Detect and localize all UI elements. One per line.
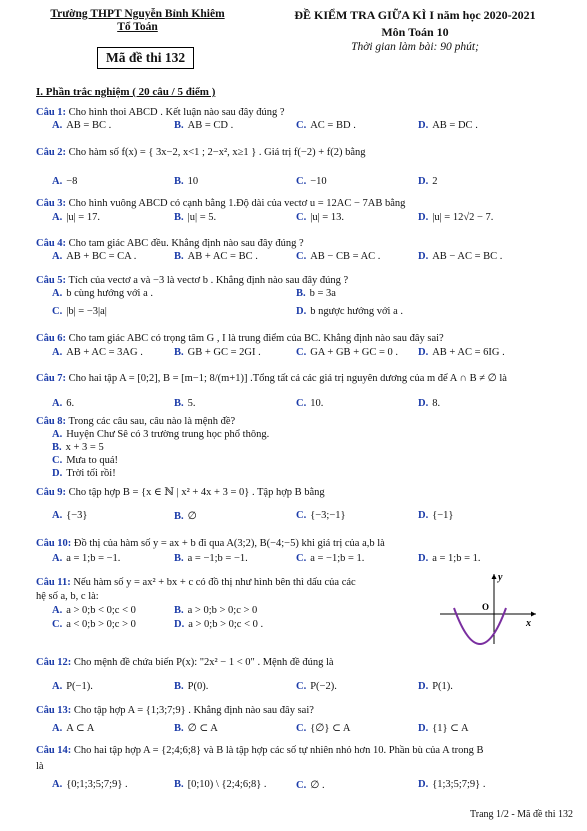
answer-option [296,288,336,299]
question-text: Nếu hàm số y = ax² + bx + c có đồ thị như hình bên thì dấu của các [73,577,356,588]
option-text: b cùng hướng với a . [66,288,154,299]
question-2 [36,146,571,159]
option-text: a > 0;b < 0;c < 0 [66,605,136,616]
answer-option [296,306,403,317]
origin-label: O [482,602,490,612]
question-number: Câu 7: [36,373,67,384]
answer-option [174,779,267,790]
question-number: Câu 1: [36,107,67,118]
option-letter: A. [52,779,63,790]
question-9 [36,486,571,499]
option-text: a < 0;b > 0;c > 0 [66,619,136,630]
option-text: b = 3a [309,288,336,299]
option-letter: A. [52,120,63,131]
question-5 [36,274,571,287]
option-letter: D. [174,619,185,630]
school-name: Trường THPT Nguyễn Bỉnh Khiêm [50,8,225,20]
option-letter: A. [52,398,63,409]
option-text: a = 1;b = −1. [66,553,121,564]
exam-duration: Thời gian làm bài: 90 phút; [351,41,479,53]
option-text: 8. [432,398,441,409]
question-8 [36,415,571,428]
option-letter: A. [52,347,63,358]
answer-option [418,722,469,734]
question-text: Cho tập hợp B = {x ∈ ℕ | x² + 4x + 3 = 0} . Tập hợp B bằng [68,487,325,498]
answer-option [296,779,325,791]
answer-option [296,251,380,262]
exam-subject: Môn Toán 10 [381,25,449,39]
option-letter: C. [296,347,307,358]
option-letter: A. [52,681,63,692]
option-letter: B. [174,347,184,358]
question-number: Câu 11: [36,577,71,588]
option-text: AB − AC = BC . [432,251,503,262]
option-letter: B. [296,288,306,299]
answer-option [418,176,437,187]
option-text: Huyện Chư Sê có 3 trường trung học phổ thông. [66,429,270,440]
option-text: a > 0;b > 0;c > 0 [187,605,258,616]
option-text: ∅ ⊂ A [187,723,218,734]
answer-option [418,212,493,223]
option-text: ∅ [187,511,197,522]
option-text: −8 [66,176,78,187]
answer-option [52,212,100,223]
x-axis-arrow [531,612,536,617]
option-letter: C. [52,306,63,317]
answer-option [174,347,261,358]
option-letter: C. [296,780,307,791]
option-text: ∅ . [310,780,325,791]
question-7 [36,372,571,385]
option-letter: D. [418,553,429,564]
option-letter: B. [174,511,184,522]
question-text: Cho hình thoi ABCD . Kết luận nào sau đây đúng ? [68,107,285,118]
option-letter: C. [296,251,307,262]
answer-option [296,722,351,734]
option-text: {−1} [432,510,454,521]
question-text: Cho mệnh đề chứa biến P(x): "2x² − 1 < 0" . Mệnh đề đúng là [73,657,334,668]
option-letter: D. [418,120,429,131]
answer-option [52,681,93,692]
option-text: {1} ⊂ A [432,723,469,734]
option-letter: C. [296,212,307,223]
option-text: P(−2). [310,681,337,692]
option-letter: C. [296,120,307,131]
option-letter: D. [418,723,429,734]
option-text: −10 [310,176,327,187]
answer-option [52,176,77,187]
option-letter: B. [174,605,184,616]
question-number: Câu 2: [36,147,67,158]
question-text: Cho tam giác ABC đều. Khẳng định nào sau đây đúng ? [68,238,304,249]
question-14 [36,744,571,757]
parabola-curve [454,608,506,644]
option-text: Trời tối rồi! [66,468,116,479]
answer-option [52,779,128,790]
option-letter: D. [418,779,429,790]
answer-option [418,398,440,409]
option-letter: A. [52,251,63,262]
option-letter: C. [52,619,63,630]
answer-option [52,722,94,734]
option-letter: A. [52,553,63,564]
answer-option [418,779,485,790]
option-text: |u| = 5. [187,212,217,223]
answer-option [52,619,136,630]
option-text: x + 3 = 5 [65,442,104,453]
answer-option [418,347,505,358]
question-text: Cho tập hợp A = {1;3;7;9} . Khẳng định nào sau đây sai? [73,705,314,716]
option-text: 2 [432,176,438,187]
option-text: AB − CB = AC . [310,251,381,262]
option-text: |u| = 17. [66,212,100,223]
option-text: AB + BC = CA . [66,251,137,262]
answer-option [174,510,197,522]
option-letter: C. [296,681,307,692]
section-title: I. Phần trắc nghiệm ( 20 câu / 5 điểm ) [36,86,216,98]
answer-option [52,347,143,358]
option-text: a > 0;b > 0;c < 0 . [188,619,264,630]
question-10 [36,537,571,550]
option-letter: A. [52,605,63,616]
option-text: P(1). [432,681,453,692]
x-axis-label: x [526,618,531,629]
exam-header [255,8,575,53]
question-text-continued: hệ số a, b, c là: [36,591,99,602]
answer-option [174,398,196,409]
y-axis-arrow [492,574,497,579]
option-text: |b| = −3|a| [66,306,107,317]
option-letter: B. [174,681,184,692]
option-letter: C. [296,176,307,187]
option-letter: B. [174,398,184,409]
option-text: a = 1;b = 1. [432,553,481,564]
question-text: Tích của vectơ a và −3 là vectơ b . Khẳng định nào sau đây đúng ? [68,275,349,286]
page-footer: Trang 1/2 - Mã đề thi 132 [470,809,573,820]
option-text: {0;1;3;5;7;9} . [66,779,128,790]
answer-option [52,605,136,616]
y-axis-label: y [498,572,503,583]
answer-option [52,468,116,479]
department-name: Tổ Toán [117,21,158,33]
question-number: Câu 5: [36,275,67,286]
option-letter: D. [52,468,63,479]
option-text: P(−1). [66,681,93,692]
option-text: AB + AC = 3AG . [66,347,143,358]
option-text: {1;3;5;7;9} . [432,779,486,790]
option-letter: C. [296,723,307,734]
option-text: |u| = 13. [310,212,344,223]
answer-option [418,681,453,692]
answer-option [174,605,257,616]
question-6 [36,332,571,345]
question-number: Câu 13: [36,705,72,716]
option-text: a = −1;b = 1. [310,553,365,564]
answer-option [296,176,327,187]
question-number: Câu 12: [36,657,72,668]
answer-option [174,553,248,564]
question-number: Câu 10: [36,538,72,549]
question-text: Cho tam giác ABC có trọng tâm G , I là trung điểm của BC. Khẳng định nào sau đây sai? [68,333,444,344]
answer-option [174,120,233,131]
answer-option [296,347,398,358]
answer-option [174,251,258,262]
question-text: Cho hai tập A = [0;2], B = [m−1; 8/(m+1)] .Tổng tất cả các giá trị nguyên dương của m để A ∩ B ≠ ∅ là [68,373,507,384]
option-letter: D. [418,510,429,521]
option-letter: A. [52,510,63,521]
answer-option [296,212,344,223]
answer-option [174,681,208,692]
option-letter: B. [174,779,184,790]
answer-option [52,288,153,299]
option-text: P(0). [187,681,209,692]
answer-option [52,455,118,466]
answer-option [418,251,502,262]
option-text: 6. [66,398,75,409]
answer-option [52,120,111,131]
option-text: AB + AC = 6IG . [432,347,505,358]
answer-option [52,251,136,262]
option-text: GB + GC = 2GI . [187,347,261,358]
answer-option [174,176,198,187]
option-letter: B. [174,120,184,131]
answer-option [418,553,481,564]
question-number: Câu 6: [36,333,67,344]
answer-option [418,510,453,521]
option-letter: D. [418,251,429,262]
option-letter: B. [174,251,184,262]
question-12 [36,656,571,669]
option-text: b ngược hướng với a . [310,306,403,317]
question-text: Cho hai tập hợp A = {2;4;6;8} và B là tập hợp các số tự nhiên nhỏ hơn 10. Phần bù của A trong B [73,745,484,756]
option-text: {−3;−1} [310,510,346,521]
option-letter: C. [296,398,307,409]
question-number: Câu 9: [36,487,67,498]
question-text: Trong các câu sau, câu nào là mệnh đề? [68,416,236,427]
option-letter: C. [296,553,307,564]
question-1 [36,106,571,119]
option-letter: D. [418,347,429,358]
question-number: Câu 4: [36,238,67,249]
option-text: A ⊂ A [66,723,95,734]
answer-option [52,553,120,564]
question-text: Đồ thị của hàm số y = ax + b đi qua A(3;2), B(−4;−5) khi giá trị của a,b là [73,538,385,549]
question-13 [36,704,571,717]
question-number: Câu 8: [36,416,67,427]
option-text: 10 [187,176,199,187]
option-letter: D. [418,398,429,409]
option-letter: B. [52,442,62,453]
answer-option [52,442,104,453]
option-letter: A. [52,723,63,734]
option-letter: C. [296,510,307,521]
option-letter: A. [52,429,63,440]
option-text: [0;10) \ {2;4;6;8} . [187,779,267,790]
option-letter: D. [418,176,429,187]
option-text: 5. [187,398,196,409]
answer-option [174,619,263,630]
question-4 [36,237,571,250]
answer-option [174,212,216,223]
option-text: GA + GB + GC = 0 . [310,347,398,358]
answer-option [52,510,87,521]
option-letter: B. [174,553,184,564]
answer-option [296,120,356,131]
option-letter: D. [418,212,429,223]
question-text-continued: là [36,761,44,772]
option-text: a = −1;b = −1. [187,553,248,564]
answer-option [52,398,74,409]
answer-option [174,722,218,734]
option-text: AB = BC . [66,120,112,131]
option-letter: A. [52,212,63,223]
parabola-graph [432,568,542,646]
option-text: 10. [310,398,324,409]
option-letter: A. [52,288,63,299]
question-text: Cho hình vuông ABCD có cạnh bằng 1.Độ dài của vectơ u = 12AC − 7AB bằng [68,198,406,209]
option-text: AB = CD . [187,120,234,131]
question-text: Cho hàm số f(x) = { 3x−2, x<1 ; 2−x², x≥1 } . Giá trị f(−2) + f(2) bằng [68,147,366,158]
option-text: AC = BD . [310,120,356,131]
question-number: Câu 14: [36,745,72,756]
option-letter: B. [174,212,184,223]
option-letter: C. [52,455,63,466]
answer-option [296,398,323,409]
option-text: Mưa to quá! [66,455,118,466]
school-header [30,8,245,33]
exam-code-box: Mã đề thi 132 [97,47,194,69]
option-letter: D. [418,681,429,692]
answer-option [418,120,478,131]
option-letter: B. [174,723,184,734]
answer-option [296,510,346,521]
question-3 [36,197,571,210]
question-number: Câu 3: [36,198,67,209]
exam-title: ĐỀ KIỂM TRA GIỮA KÌ I năm học 2020-2021 [294,8,536,22]
option-text: AB + AC = BC . [187,251,258,262]
answer-option [296,553,364,564]
answer-option [52,429,269,440]
option-letter: D. [296,306,307,317]
option-text: |u| = 12√2 − 7. [432,212,494,223]
option-letter: A. [52,176,63,187]
option-letter: B. [174,176,184,187]
answer-option [52,306,107,317]
option-text: {−3} [66,510,88,521]
option-text: AB = DC . [432,120,478,131]
answer-option [296,681,337,692]
option-text: {∅} ⊂ A [310,723,351,734]
